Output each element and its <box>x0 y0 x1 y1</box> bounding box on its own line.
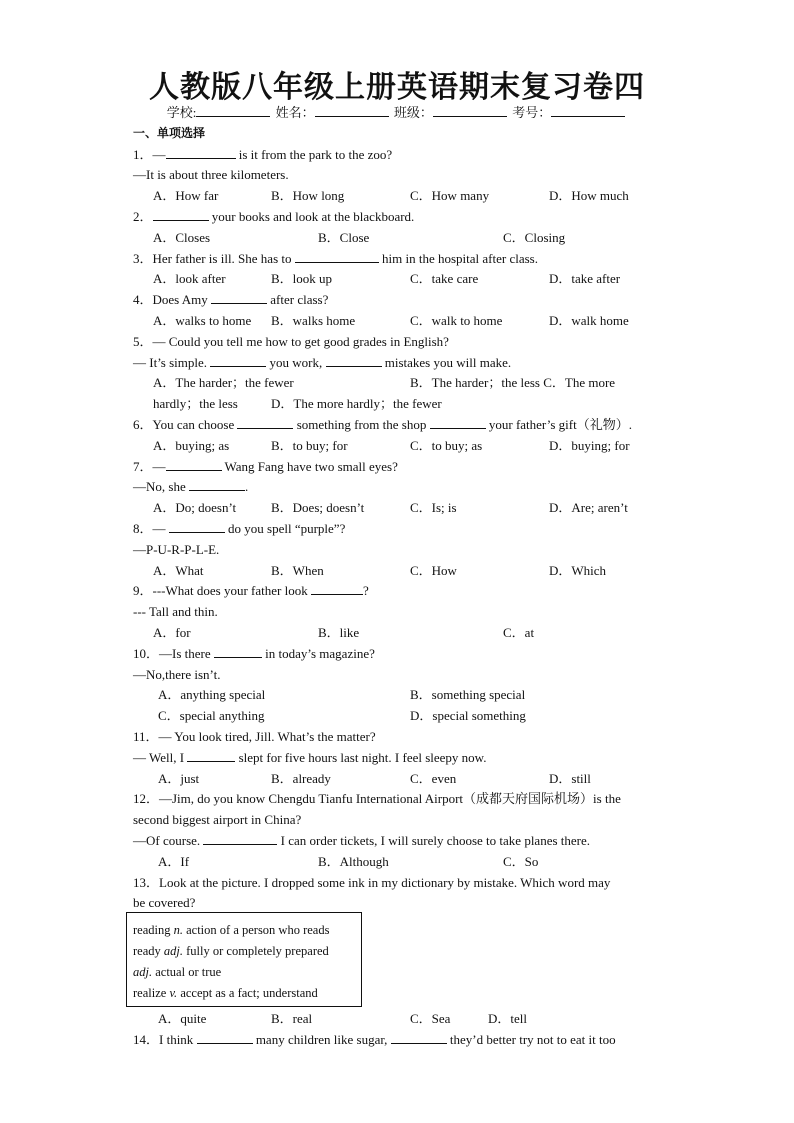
answer-blank <box>203 833 277 845</box>
q1-option-b: B．How long <box>271 188 345 203</box>
q5-option-b-c: B．The harder；the less C．The more <box>410 375 616 390</box>
answer-blank <box>311 583 363 595</box>
section-heading: 一、单项选择 <box>133 126 206 140</box>
q4-option-a: A．walks to home <box>153 313 252 328</box>
question-12-cont: second biggest airport in China? <box>133 812 302 827</box>
question-1-answer-line: —It is about three kilometers. <box>133 167 289 182</box>
q4-option-b: B．walks home <box>271 313 356 328</box>
answer-blank <box>166 459 222 471</box>
q8-option-a: A．What <box>153 563 204 578</box>
dictionary-entry: realize v. accept as a fact; understand <box>133 986 318 1000</box>
question-5-answer-line: — It’s simple. you work, mistakes you will make. <box>133 355 512 370</box>
answer-blank <box>211 292 267 304</box>
question-9-answer-line: --- Tall and thin. <box>133 604 218 619</box>
q7-option-d: D．Are; aren’t <box>549 500 628 515</box>
name-label: 姓名： <box>275 105 315 120</box>
question-14: 14．I think many children like sugar, they’d better try not to eat it too <box>133 1032 616 1047</box>
question-4: 4．Does Amy after class? <box>133 292 329 307</box>
question-6: 6．You can choose something from the shop your father’s gift（礼物）. <box>133 417 632 432</box>
dictionary-entry: ready adj. fully or completely prepared <box>133 944 329 958</box>
q11-option-d: D．still <box>549 771 591 786</box>
page-title: 人教版八年级上册英语期末复习卷四 <box>149 71 645 104</box>
q11-option-b: B．already <box>271 771 331 786</box>
question-5: 5．— Could you tell me how to get good grades in English? <box>133 334 449 349</box>
q10-option-b: B．something special <box>410 687 526 702</box>
q13-option-a: A．quite <box>158 1011 207 1026</box>
answer-blank <box>187 750 235 762</box>
q12-option-a: A．If <box>158 854 190 869</box>
q3-option-a: A．look after <box>153 271 226 286</box>
q2-option-c: C．Closing <box>503 230 566 245</box>
question-1: 1．— is it from the park to the zoo? <box>133 147 393 162</box>
q7-option-b: B．Does; doesn’t <box>271 500 365 515</box>
question-9: 9．---What does your father look ? <box>133 583 369 598</box>
q5-option-a: A．The harder；the fewer <box>153 375 294 390</box>
q7-option-a: A．Do; doesn’t <box>153 500 237 515</box>
number-label: 考号： <box>512 105 552 120</box>
question-8-answer-line: —P-U-R-P-L-E. <box>133 542 220 557</box>
question-13: 13．Look at the picture. I dropped some ink in my dictionary by mistake. Which word may <box>133 875 611 890</box>
name-blank <box>315 104 389 117</box>
answer-blank <box>189 479 245 491</box>
q4-option-d: D．walk home <box>549 313 629 328</box>
question-12: 12．—Jim, do you know Chengdu Tianfu International Airport（成都天府国际机场）is the <box>133 791 621 806</box>
class-label: 班级： <box>393 105 433 120</box>
q10-option-a: A．anything special <box>158 687 266 702</box>
q8-option-c: C．How <box>410 563 457 578</box>
q1-option-a: A．How far <box>153 188 219 203</box>
number-blank <box>551 104 625 117</box>
question-7: 7．— Wang Fang have two small eyes? <box>133 459 398 474</box>
q11-option-c: C．even <box>410 771 457 786</box>
q9-option-c: C．at <box>503 625 535 640</box>
answer-blank <box>326 355 382 367</box>
question-7-answer-line: —No, she . <box>133 479 249 494</box>
answer-blank <box>153 209 209 221</box>
q2-option-b: B．Close <box>318 230 370 245</box>
q1-option-c: C．How many <box>410 188 490 203</box>
answer-blank <box>391 1032 447 1044</box>
question-3: 3．Her father is ill. She has to him in the hospital after class. <box>133 251 538 266</box>
q6-option-a: A．buying; as <box>153 438 230 453</box>
answer-blank <box>295 251 379 263</box>
question-10-answer-line: —No,there isn’t. <box>133 667 221 682</box>
question-11: 11．— You look tired, Jill. What’s the matter? <box>133 729 376 744</box>
school-label: 学校: <box>166 105 197 120</box>
q8-option-b: B．When <box>271 563 324 578</box>
q4-option-c: C．walk to home <box>410 313 503 328</box>
q6-option-b: B．to buy; for <box>271 438 348 453</box>
answer-blank <box>210 355 266 367</box>
question-12-answer-line: —Of course. I can order tickets, I will surely choose to take planes there. <box>133 833 591 848</box>
answer-blank <box>214 646 262 658</box>
answer-blank <box>430 417 486 429</box>
student-info-line <box>0 102 794 121</box>
q13-option-b: B．real <box>271 1011 313 1026</box>
q1-option-d: D．How much <box>549 188 629 203</box>
class-blank <box>433 104 507 117</box>
q13-option-d: D．tell <box>488 1011 527 1026</box>
q9-option-b: B．like <box>318 625 360 640</box>
question-11-answer-line: — Well, I slept for five hours last night. I feel sleepy now. <box>133 750 487 765</box>
question-8: 8．— do you spell “purple”? <box>133 521 346 536</box>
q3-option-d: D．take after <box>549 271 621 286</box>
q12-option-c: C．So <box>503 854 539 869</box>
q13-option-c: C．Sea <box>410 1011 451 1026</box>
question-13-cont: be covered? <box>133 895 196 910</box>
answer-blank <box>237 417 293 429</box>
q6-option-c: C．to buy; as <box>410 438 483 453</box>
question-2: 2． your books and look at the blackboard. <box>133 209 415 224</box>
answer-blank <box>197 1032 253 1044</box>
school-blank <box>196 104 270 117</box>
q10-option-c: C．special anything <box>158 708 265 723</box>
question-10: 10．—Is there in today’s magazine? <box>133 646 375 661</box>
q9-option-a: A．for <box>153 625 191 640</box>
q7-option-c: C．Is; is <box>410 500 457 515</box>
q10-option-d: D．special something <box>410 708 526 723</box>
q3-option-c: C．take care <box>410 271 479 286</box>
q12-option-b: B．Although <box>318 854 389 869</box>
q5-option-d: D．The more hardly；the fewer <box>271 396 442 411</box>
answer-blank <box>166 147 236 159</box>
q6-option-d: D．buying; for <box>549 438 630 453</box>
q8-option-d: D．Which <box>549 563 607 578</box>
dictionary-entries-box <box>126 912 362 1007</box>
dictionary-entry: reading n. action of a person who reads <box>133 923 330 937</box>
q2-option-a: A．Closes <box>153 230 211 245</box>
q5-option-c-cont: hardly；the less <box>153 396 238 411</box>
q11-option-a: A．just <box>158 771 200 786</box>
dictionary-entry: adj. actual or true <box>133 965 222 979</box>
answer-blank <box>169 521 225 533</box>
q3-option-b: B．look up <box>271 271 333 286</box>
